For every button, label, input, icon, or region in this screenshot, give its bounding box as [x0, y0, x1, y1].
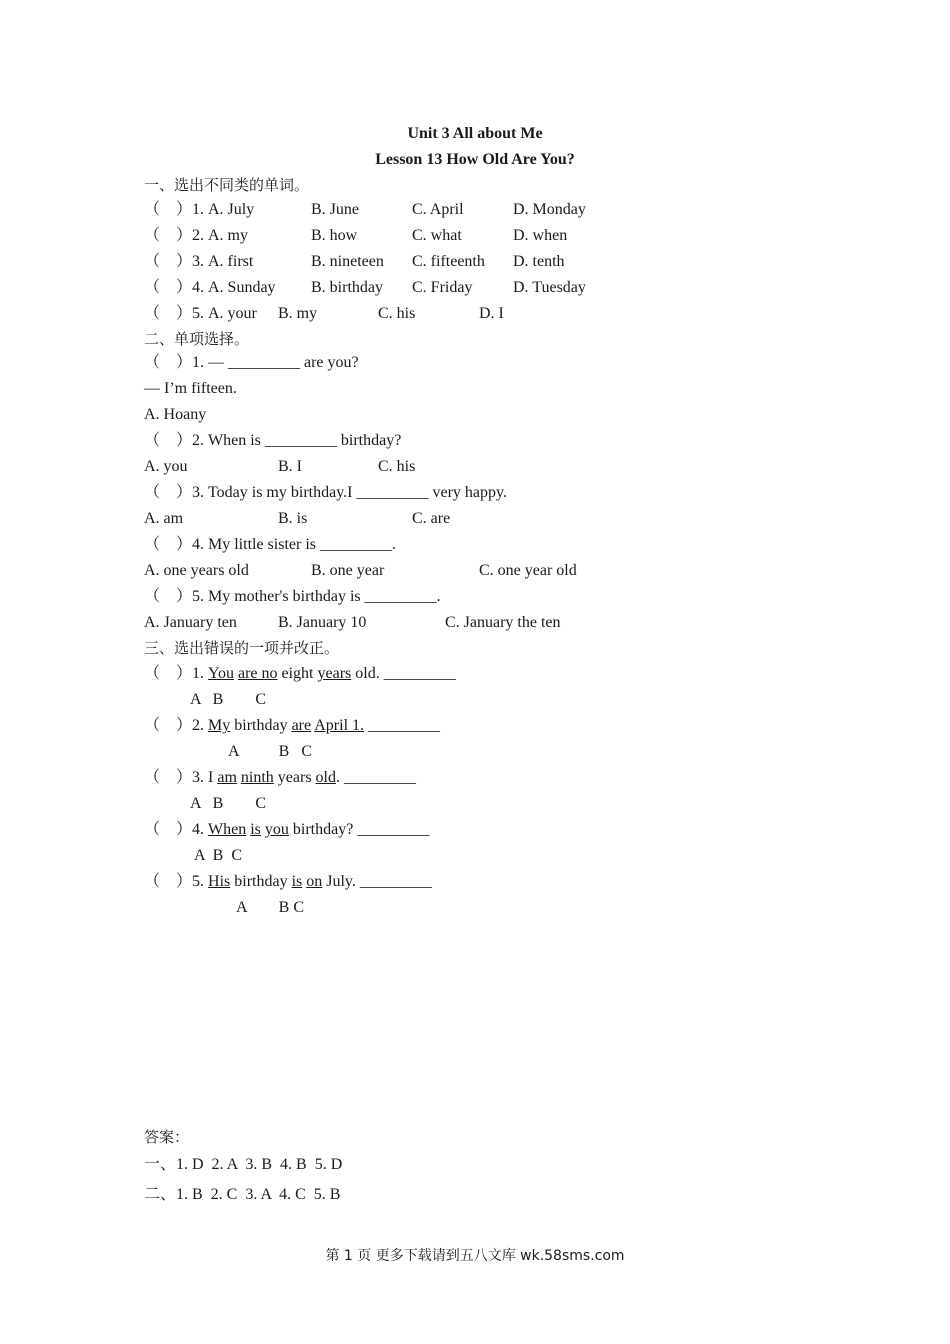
option-b: B. one year — [311, 562, 385, 579]
stem-text: birthday? _________ — [288, 821, 430, 838]
answers-line-2: 二、1. B 2. C 3. A 4. C 5. B — [144, 1186, 341, 1203]
question-stem — [144, 872, 432, 892]
question-number: （ ）1. — [144, 665, 209, 682]
choice-labels: A B C — [236, 899, 305, 916]
stem-text: . _________ — [336, 769, 416, 786]
underlined-word-c: you — [264, 821, 289, 838]
option-a: A. one years old — [144, 562, 249, 579]
option-a: A. Hoany — [144, 406, 207, 423]
question-stem: （ ）4. A. Sunday — [144, 279, 276, 296]
lesson-title: Lesson 13 How Old Are You? — [375, 151, 575, 168]
question-number: （ ）5. — [144, 873, 209, 890]
question-number: （ ）2. — [144, 717, 209, 734]
underlined-word-a: His — [208, 873, 231, 890]
underlined-word-a: You — [208, 665, 234, 682]
option-b: B. June — [311, 201, 359, 218]
stem-text: eight — [277, 665, 318, 682]
underlined-word-c: on — [306, 873, 323, 890]
question-stem — [144, 664, 456, 684]
underlined-word-a: My — [208, 717, 231, 734]
option-d: D. Tuesday — [513, 279, 586, 296]
question-number: （ ）4. — [144, 821, 209, 838]
option-a: A. January ten — [144, 614, 237, 631]
question-stem: （ ）1. — _________ are you? — [144, 354, 359, 371]
option-a: A. you — [144, 458, 188, 475]
option-b: B. my — [278, 305, 318, 322]
choice-labels: A B C — [194, 847, 243, 864]
option-b: B. how — [311, 227, 358, 244]
option-a: A. am — [144, 510, 184, 527]
option-b: B. is — [278, 510, 308, 527]
stem-text: birthday — [230, 873, 292, 890]
page-footer: 第 1 页 更多下载请到五八文库 wk.58sms.com — [325, 1248, 625, 1264]
option-b: B. I — [278, 458, 302, 475]
question-stem: （ ）4. My little sister is _________. — [144, 536, 397, 553]
dialogue-reply: — I’m fifteen. — [144, 380, 237, 397]
option-c: C. what — [412, 227, 462, 244]
question-stem — [144, 716, 440, 736]
option-b: B. nineteen — [311, 253, 384, 270]
answers-line-1: 一、1. D 2. A 3. B 4. B 5. D — [144, 1156, 343, 1173]
underlined-word-a: am — [217, 769, 237, 786]
question-stem: （ ）2. A. my — [144, 227, 249, 244]
section2-heading: 二、单项选择。 — [144, 330, 250, 348]
option-c: C. April — [412, 201, 464, 218]
option-d: D. I — [479, 305, 504, 322]
choice-labels: A B C — [228, 743, 313, 760]
underlined-word-b: is — [250, 821, 261, 838]
underlined-word-b: is — [291, 873, 303, 890]
question-stem — [144, 768, 416, 788]
question-stem: （ ）1. A. July — [144, 201, 255, 218]
section3-heading: 三、选出错误的一项并改正。 — [144, 639, 340, 657]
underlined-word-c: April 1. — [314, 717, 365, 734]
choice-labels: A B C — [190, 795, 267, 812]
option-c: C. his — [378, 305, 416, 322]
option-b: B. January 10 — [278, 614, 367, 631]
option-c: C. Friday — [412, 279, 473, 296]
option-d: D. Monday — [513, 201, 586, 218]
option-c: C. his — [378, 458, 416, 475]
option-c: C. one year old — [479, 562, 577, 579]
question-stem: （ ）3. Today is my birthday.I _________ very happy. — [144, 484, 507, 501]
stem-text: birthday — [230, 717, 292, 734]
stem-text: old. _________ — [351, 665, 456, 682]
option-d: D. when — [513, 227, 568, 244]
question-stem — [144, 820, 429, 840]
question-stem: （ ）5. My mother's birthday is _________. — [144, 588, 441, 605]
option-c: C. January the ten — [445, 614, 561, 631]
stem-text: _________ — [364, 717, 441, 734]
option-c: C. fifteenth — [412, 253, 485, 270]
option-d: D. tenth — [513, 253, 565, 270]
unit-title: Unit 3 All about Me — [407, 125, 543, 142]
choice-labels: A B C — [190, 691, 267, 708]
question-stem: （ ）2. When is _________ birthday? — [144, 432, 402, 449]
underlined-word-b: are — [291, 717, 312, 734]
option-c: C. are — [412, 510, 451, 527]
question-stem: （ ）3. A. first — [144, 253, 254, 270]
section1-heading: 一、选出不同类的单词。 — [144, 176, 310, 194]
question-stem: （ ）5. A. your — [144, 305, 257, 322]
answers-heading: 答案： — [144, 1128, 190, 1146]
underlined-word-b: are no — [237, 665, 278, 682]
stem-text: July. _________ — [322, 873, 432, 890]
underlined-word-c: years — [317, 665, 352, 682]
stem-text: years — [273, 769, 316, 786]
underlined-word-a: When — [208, 821, 247, 838]
option-b: B. birthday — [311, 279, 383, 296]
underlined-word-b: ninth — [240, 769, 274, 786]
underlined-word-c: old — [315, 769, 336, 786]
question-number: （ ）3. I — [144, 769, 218, 786]
